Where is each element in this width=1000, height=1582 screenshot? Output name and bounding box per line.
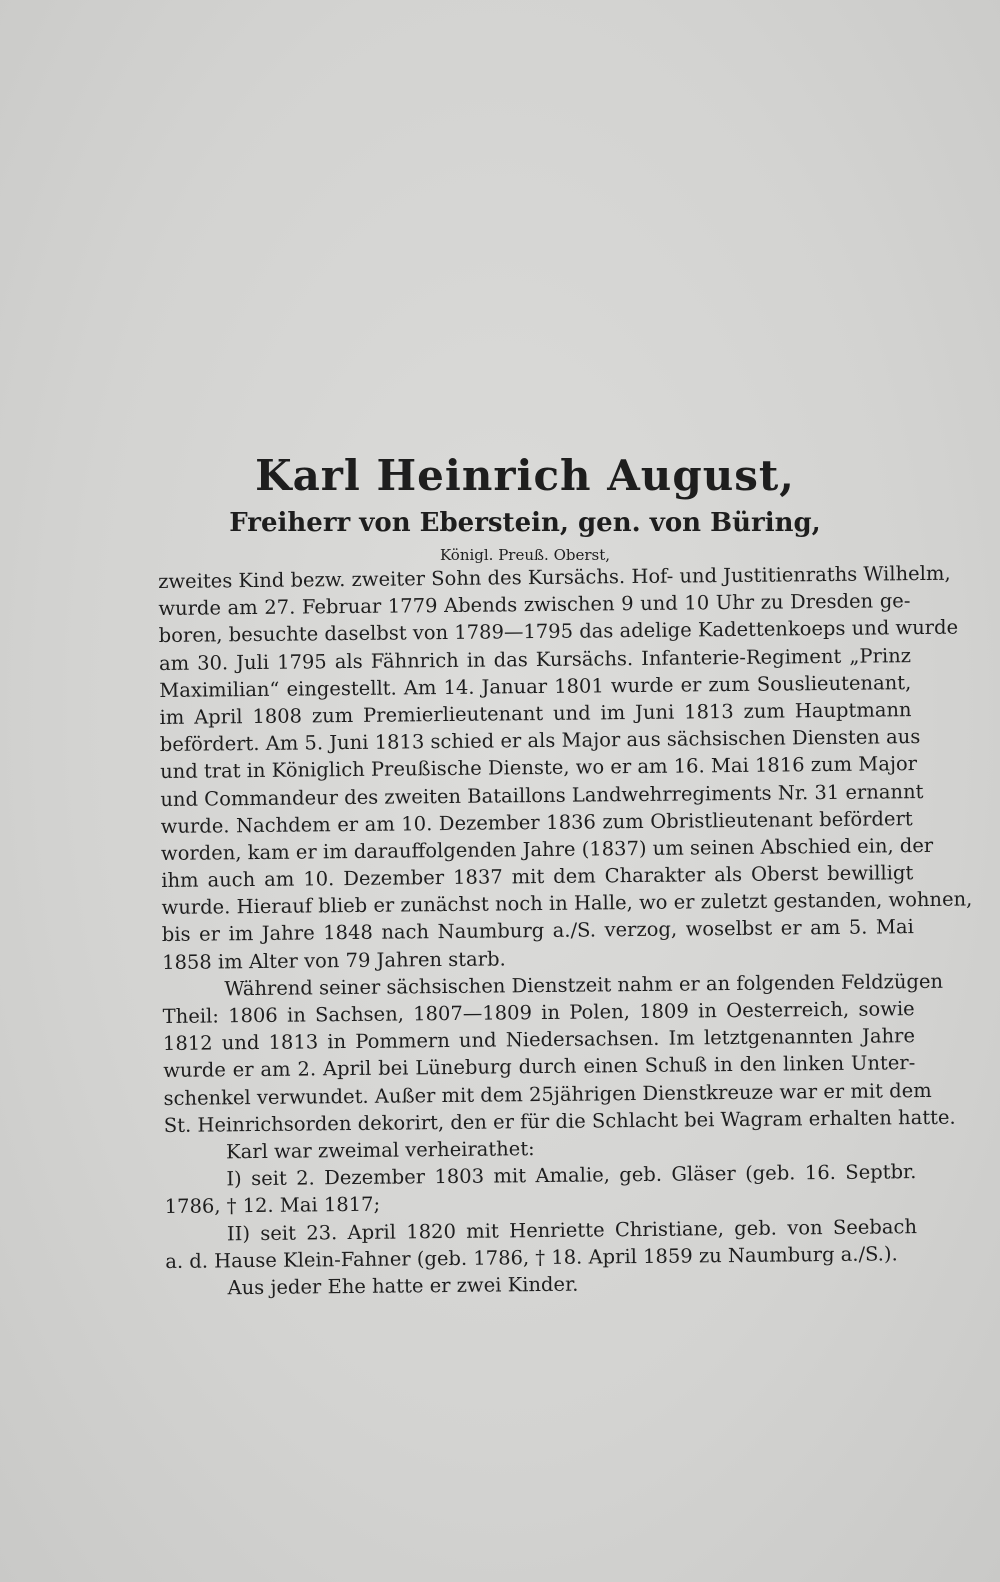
- text-line: Theil: 1806 in Sachsen, 1807—1809 in Polen, 1809 in Oesterreich, sowie: [162, 997, 915, 1028]
- text-line: wurde. Hierauf blieb er zunächst noch in Halle, wo er zuletzt gestanden, wohnen,: [161, 887, 973, 920]
- text-line: befördert. Am 5. Juni 1813 schied er als Major aus sächsischen Diensten aus: [159, 725, 921, 757]
- text-line: St. Heinrichsorden dekorirt, den er für die Schlacht bei Wagram erhalten hatte.: [163, 1105, 956, 1137]
- text-line: wurde. Nachdem er am 10. Dezember 1836 zum Obristlieutenant befördert: [160, 806, 913, 838]
- heading-block: [150, 448, 900, 568]
- text-line: wurde er am 2. April bei Lüneburg durch einen Schuß in den linken Unter-: [163, 1051, 916, 1083]
- body-text: [158, 560, 973, 1302]
- text-line: ihm auch am 10. Dezember 1837 mit dem Charakter als Oberst bewilligt: [161, 861, 914, 893]
- text-line: im April 1808 zum Premierlieutenant und im Juni 1813 zum Hauptmann: [159, 698, 912, 729]
- text-line: am 30. Juli 1795 als Fähnrich in das Kursächs. Infanterie-Regiment „Prinz: [158, 643, 912, 675]
- person-rank: Königl. Preuß. Oberst,: [439, 546, 611, 564]
- text-line: Maximilian“ eingestellt. Am 14. Januar 1801 wurde er zum Souslieutenant,: [159, 670, 912, 702]
- text-line: boren, besuchte daselbst von 1789—1795 das adelige Kadettenkoeps und wurde: [158, 616, 959, 648]
- text-line: bis er im Jahre 1848 nach Naumburg a./S. verzog, woselbst er am 5. Mai: [161, 915, 914, 947]
- text-line: wurde am 27. Februar 1779 Abends zwischen 9 und 10 Uhr zu Dresden ge-: [158, 589, 911, 621]
- text-line: II) seit 23. April 1820 mit Henriette Christiane, geb. von Seebach: [226, 1214, 918, 1245]
- person-name: Karl Heinrich August,: [255, 451, 795, 500]
- text-line: Karl war zweimal verheirathet:: [225, 1137, 535, 1164]
- text-line: und Commandeur des zweiten Bataillons Landwehrregiments Nr. 31 ernannt: [160, 779, 924, 811]
- text-line: Während seiner sächsischen Dienstzeit nahm er an folgenden Feldzügen: [224, 969, 944, 1001]
- text-line: worden, kam er im darauffolgenden Jahre (1837) um seinen Abschied ein, der: [160, 833, 934, 865]
- text-line: 1812 und 1813 in Pommern und Niedersachsen. Im letztgenannten Jahre: [162, 1024, 916, 1056]
- text-line: Aus jeder Ehe hatte er zwei Kinder.: [227, 1272, 579, 1300]
- text-line: und trat in Königlich Preußische Dienste, wo er am 16. Mai 1816 zum Major: [160, 752, 918, 784]
- text-line: a. d. Hause Klein-Fahner (geb. 1786, † 18. April 1859 zu Naumburg a./S.).: [165, 1241, 898, 1273]
- text-line: schenkel verwundet. Außer mit dem 25jährigen Dienstkreuze war er mit dem: [163, 1078, 932, 1110]
- person-title: Freiherr von Eberstein, gen. von Büring,: [229, 508, 821, 538]
- text-line: 1786, † 12. Mai 1817;: [164, 1193, 381, 1219]
- text-line: I) seit 2. Dezember 1803 mit Amalie, geb. Gläser (geb. 16. Septbr.: [226, 1160, 917, 1191]
- text-line: 1858 im Alter von 79 Jahren starb.: [162, 947, 506, 974]
- text-line: zweites Kind bezw. zweiter Sohn des Kursächs. Hof- und Justitienraths Wilhelm,: [158, 561, 951, 593]
